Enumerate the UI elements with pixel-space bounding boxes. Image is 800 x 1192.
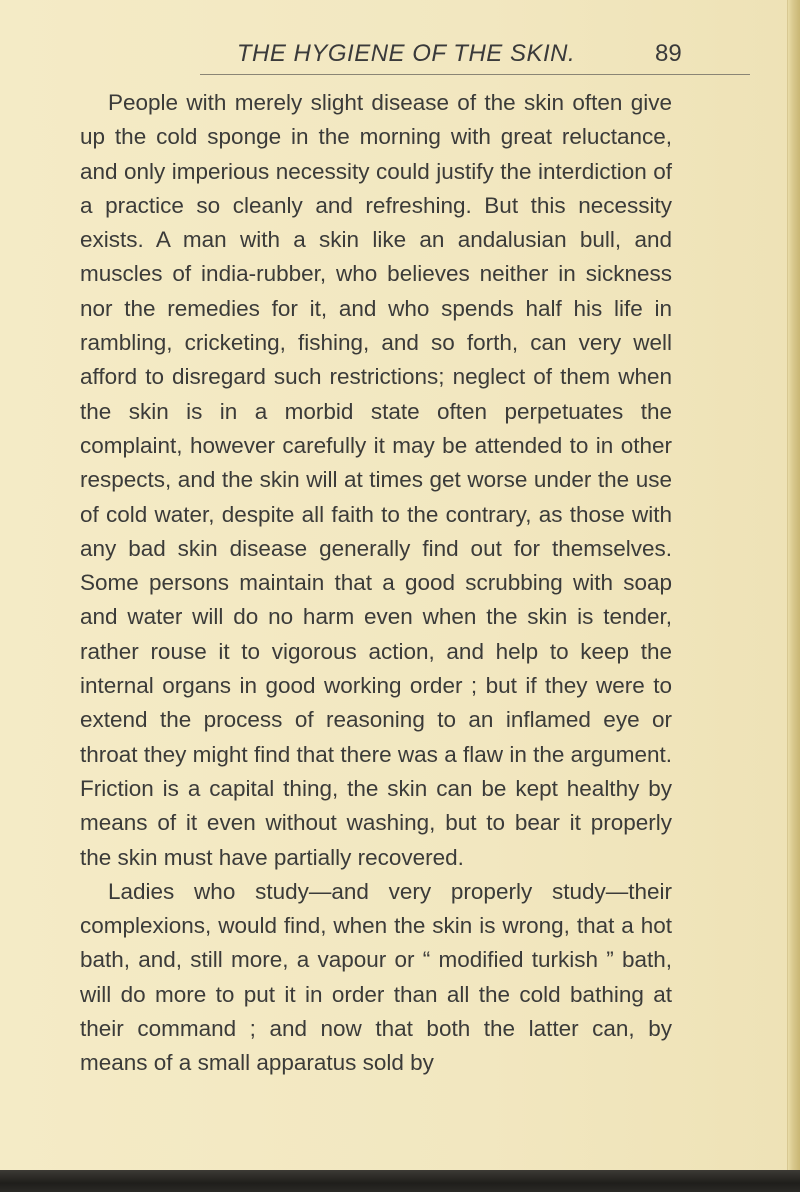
page-number: 89	[655, 40, 682, 67]
paragraph: People with merely slight disease of the skin often give up the cold sponge in the morning with great reluctance, and only imperious necessity could justify the interdiction of a practice so cleanly and refreshing. But this necessity exists. A man with a skin like an andalusian bull, and muscles of india-rubber, who believes neither in sickness nor the remedies for it, and who spends half his life in rambling, cricketing, fishing, and so forth, can very well afford to disregard such restrictions; neglect of them when the skin is in a morbid state often perpetuates the complaint, however carefully it may be attended to in other respects, and the skin will at times get worse under the use of cold water, despite all faith to the contrary, as those with any bad skin disease generally find out for themselves. Some persons maintain that a good scrubbing with soap and water will do no harm even when the skin is tender, rather rouse it to vigorous action, and help to keep the internal organs in good working order ; but if they were to extend the process of reasoning to an inflamed eye or throat they might find that there was a flaw in the argument. Friction is a capital thing, the skin can be kept healthy by means of it even without washing, but to bear it properly the skin must have partially recovered.	[80, 90, 672, 870]
running-head	[200, 40, 770, 74]
paragraph: Ladies who study—and very properly study—their complexions, would find, when the skin is wrong, that a hot bath, and, still more, a vapour or “ modified turkish ” bath, will do more to put it in order than all the cold bathing at their command ; and now that both the latter can, by means of a small apparatus sold by	[80, 878, 672, 1076]
header-rule	[200, 74, 750, 75]
scan-bottom-band	[0, 1170, 800, 1192]
body-text	[80, 86, 672, 1081]
running-title: THE HYGIENE OF THE SKIN.	[236, 40, 576, 67]
page-edge	[787, 0, 800, 1192]
